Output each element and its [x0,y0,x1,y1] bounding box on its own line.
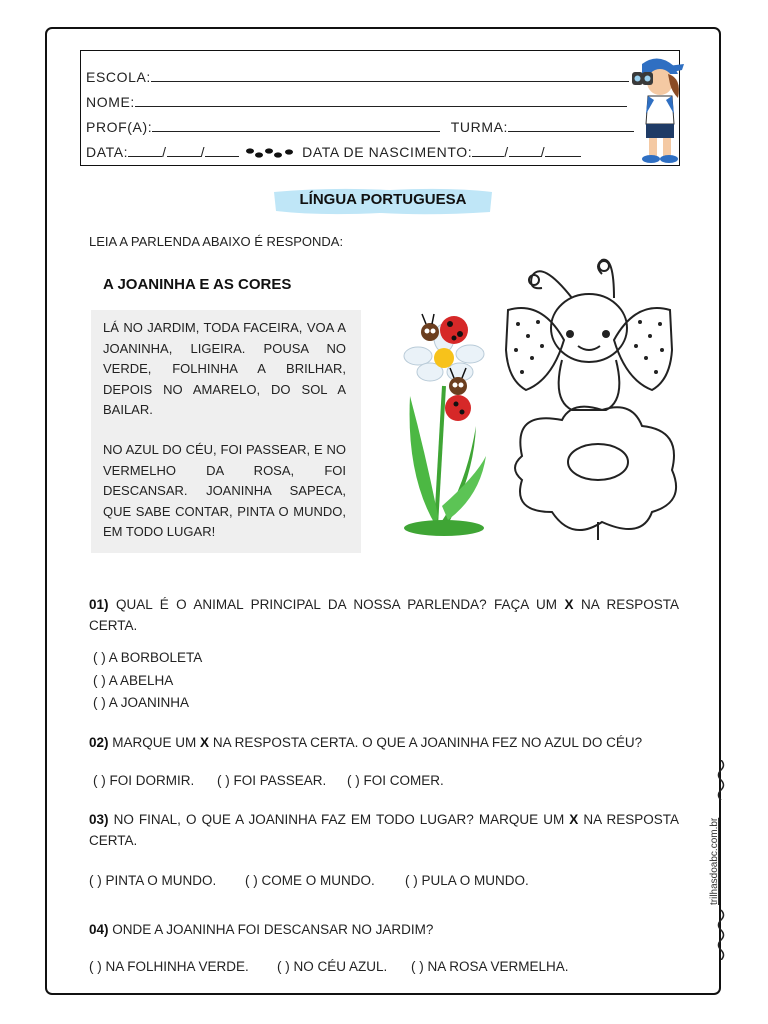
answer-option[interactable]: ( ) NA ROSA VERMELHA. [411,959,569,974]
birth-year-field[interactable] [545,144,581,157]
question-number: 03) [89,812,109,827]
question-text: NA RESPOSTA CERTA. O QUE A JOANINHA FEZ NO AZUL DO CÉU? [212,735,643,750]
question-text: MARQUE UM [112,735,197,750]
class-field[interactable] [508,119,634,132]
answer-option[interactable]: ( ) FOI DORMIR. [93,773,195,788]
answer-option[interactable]: ( ) A ABELHA [93,673,174,688]
poem-title: A JOANINHA E AS CORES [103,276,292,293]
teacher-field[interactable] [152,119,440,132]
side-url[interactable]: trilhasdoabc.com.br [709,817,720,905]
question-number: 04) [89,922,109,937]
answer-option[interactable]: ( ) FOI COMER. [347,773,444,788]
birth-separator: / [504,144,509,160]
teacher-line [86,119,634,135]
question-text: ONDE A JOANINHA FOI DESCANSAR NO JARDIM? [112,922,434,937]
teacher-label: PROF(A): [86,119,153,135]
school-label: ESCOLA: [86,69,151,85]
answer-option[interactable]: ( ) A JOANINHA [93,695,190,710]
date-separator: / [162,144,167,160]
ladybug-flower-icon [396,306,492,538]
question-text: NO FINAL, O QUE A JOANINHA FAZ EM TODO LUGAR? MARQUE UM [113,812,565,827]
date-label: DATA: [86,144,129,160]
question-number: 01) [89,597,109,612]
ladybug-coloring-icon [502,250,692,542]
poem-stanza: NO AZUL DO CÉU, FOI PASSEAR, E NO VERMELHO DA ROSA, FOI DESCANSAR. JOANINHA SAPECA, QUE SABE CONTAR, PINTA O MUNDO, EM TODO LUGAR! [103,442,346,539]
school-field[interactable] [151,69,629,82]
answer-option[interactable]: ( ) A BORBOLETA [93,650,203,665]
name-field[interactable] [135,94,627,107]
answer-option[interactable]: ( ) PULA O MUNDO. [405,873,529,888]
kid-binoculars-icon [628,54,686,166]
birth-day-field[interactable] [472,144,504,157]
birth-month-field[interactable] [509,144,541,157]
answer-option[interactable]: ( ) NO CÉU AZUL. [277,959,388,974]
question-3 [89,809,679,851]
footprints-icon [244,146,298,160]
question-1 [89,594,679,636]
date-day-field[interactable] [128,144,162,157]
poem-stanza: LÁ NO JARDIM, TODA FACEIRA, VOA A JOANINHA, LIGEIRA. POUSA NO VERDE, FOLHINHA A BRILHAR, DEPOIS NO AMARELO, DO SOL A BAILAR. [103,320,346,417]
answer-option[interactable]: ( ) NA FOLHINHA VERDE. [89,959,249,974]
name-line [86,94,627,110]
class-label: TURMA: [450,119,509,135]
question-text: NA RESPOSTA CERTA. [89,812,679,848]
question-number: 02) [89,735,109,750]
mark-x: X [569,812,579,827]
answer-option[interactable]: ( ) FOI PASSEAR. [217,773,327,788]
date-line [86,144,581,160]
date-separator: / [200,144,206,160]
school-line [86,69,629,85]
answer-option[interactable]: ( ) COME O MUNDO. [245,873,375,888]
subject-title: LÍNGUA PORTUGUESA [299,191,467,208]
question-4 [89,919,679,940]
birth-label: DATA DE NASCIMENTO: [302,144,473,160]
mark-x: X [564,597,574,612]
answer-option[interactable]: ( ) PINTA O MUNDO. [89,873,217,888]
instruction-text: LEIA A PARLENDA ABAIXO É RESPONDA: [89,234,344,249]
question-2 [89,732,679,753]
birth-separator: / [540,144,546,160]
date-year-field[interactable] [205,144,239,157]
question-text: QUAL É O ANIMAL PRINCIPAL DA NOSSA PARLENDA? FAÇA UM [115,597,558,612]
question-text: NA RESPOSTA CERTA. [89,597,679,633]
name-label: NOME: [86,94,135,110]
mark-x: X [200,735,210,750]
date-month-field[interactable] [167,144,201,157]
